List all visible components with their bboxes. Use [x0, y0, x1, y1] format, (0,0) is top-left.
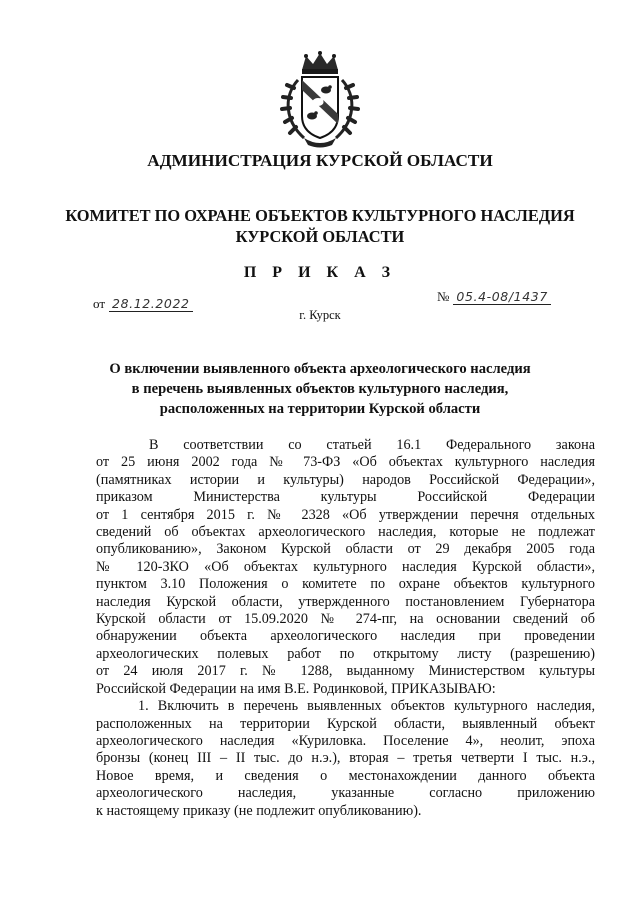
body-line: от 25 июня 2002 года № 73-ФЗ «Об объектах культурного наследия [96, 454, 595, 471]
order-title: П Р И К А З [243, 264, 397, 281]
body-line: археологического наследия, указанные согласно приложению [96, 785, 595, 802]
number-value: 05.4-08/1437 [453, 290, 550, 305]
body-line: 1. Включить в перечень выявленных объектов культурного наследия, [138, 698, 595, 715]
committee-title-line-2: КУРСКОЙ ОБЛАСТИ [235, 227, 405, 246]
body-line: наследия Курской области, утвержденного постановлением Губернатора [96, 593, 595, 610]
body-line: приказом Министерства культуры Российской Федерации [96, 489, 595, 506]
administration-title: АДМИНИСТРАЦИЯ КУРСКОЙ ОБЛАСТИ [147, 151, 493, 170]
subject-line-1: О включении выявленного объекта археологического наследия [109, 361, 531, 377]
body-line: № 120-ЗКО «Об объектах культурного наследия Курской области», [96, 558, 595, 575]
body-line: к настоящему приказу (не подлежит опубликованию). [96, 802, 422, 819]
body-line: Российской Федерации на имя В.Е. Родинковой, ПРИКАЗЫВАЮ: [96, 680, 496, 697]
date-value: 28.12.2022 [109, 297, 193, 312]
body-line: от 1 сентября 2015 г. № 2328 «Об утверждении перечня отдельных [96, 506, 595, 523]
order-number [437, 289, 551, 305]
order-body [96, 437, 595, 820]
body-line: бронзы (конец III – II тыс. до н.э.), вторая – третья четверти I тыс. н.э., [96, 750, 595, 767]
body-line: расположенных на территории Курской области, выявленный объект [96, 715, 595, 732]
body-line: обнаружении объекта археологического наследия при проведении [96, 628, 595, 645]
body-line: В соответствии со статьей 16.1 Федерального закона [149, 437, 595, 453]
number-prefix: № [437, 289, 450, 304]
body-line: пунктом 3.10 Положения о комитете по охране объектов культурного [96, 576, 595, 593]
committee-title-line-1: КОМИТЕТ ПО ОХРАНЕ ОБЪЕКТОВ КУЛЬТУРНОГО НАСЛЕДИЯ [65, 206, 575, 225]
body-line: сведений об объектах археологического наследия, которые не подлежат [96, 524, 595, 541]
body-line: (памятниках истории и культуры) народов Российской Федерации», [96, 471, 595, 488]
city-label: г. Курск [299, 308, 341, 322]
body-line: Новое время, и сведения о местонахождении данного объекта [96, 767, 595, 784]
body-line: от 24 июля 2017 г. № 1288, выданному Министерством культуры [96, 663, 595, 680]
body-line: археологических полевых работ по открытому листу (разрешению) [96, 645, 595, 662]
body-line: опубликованию», Законом Курской области от 29 декабря 2005 года [96, 541, 595, 558]
date-prefix: от [93, 296, 106, 311]
body-line: археологического наследия «Куриловка. Поселение 4», неолит, эпоха [96, 732, 595, 749]
subject-line-2: в перечень выявленных объектов культурного наследия, [131, 381, 509, 397]
body-line: Курской области от 15.09.2020 № 274-пг, на основании сведений об [96, 611, 595, 628]
subject-line-3: расположенных на территории Курской области [159, 401, 481, 417]
kursk-region-coat-of-arms-icon [274, 50, 366, 150]
